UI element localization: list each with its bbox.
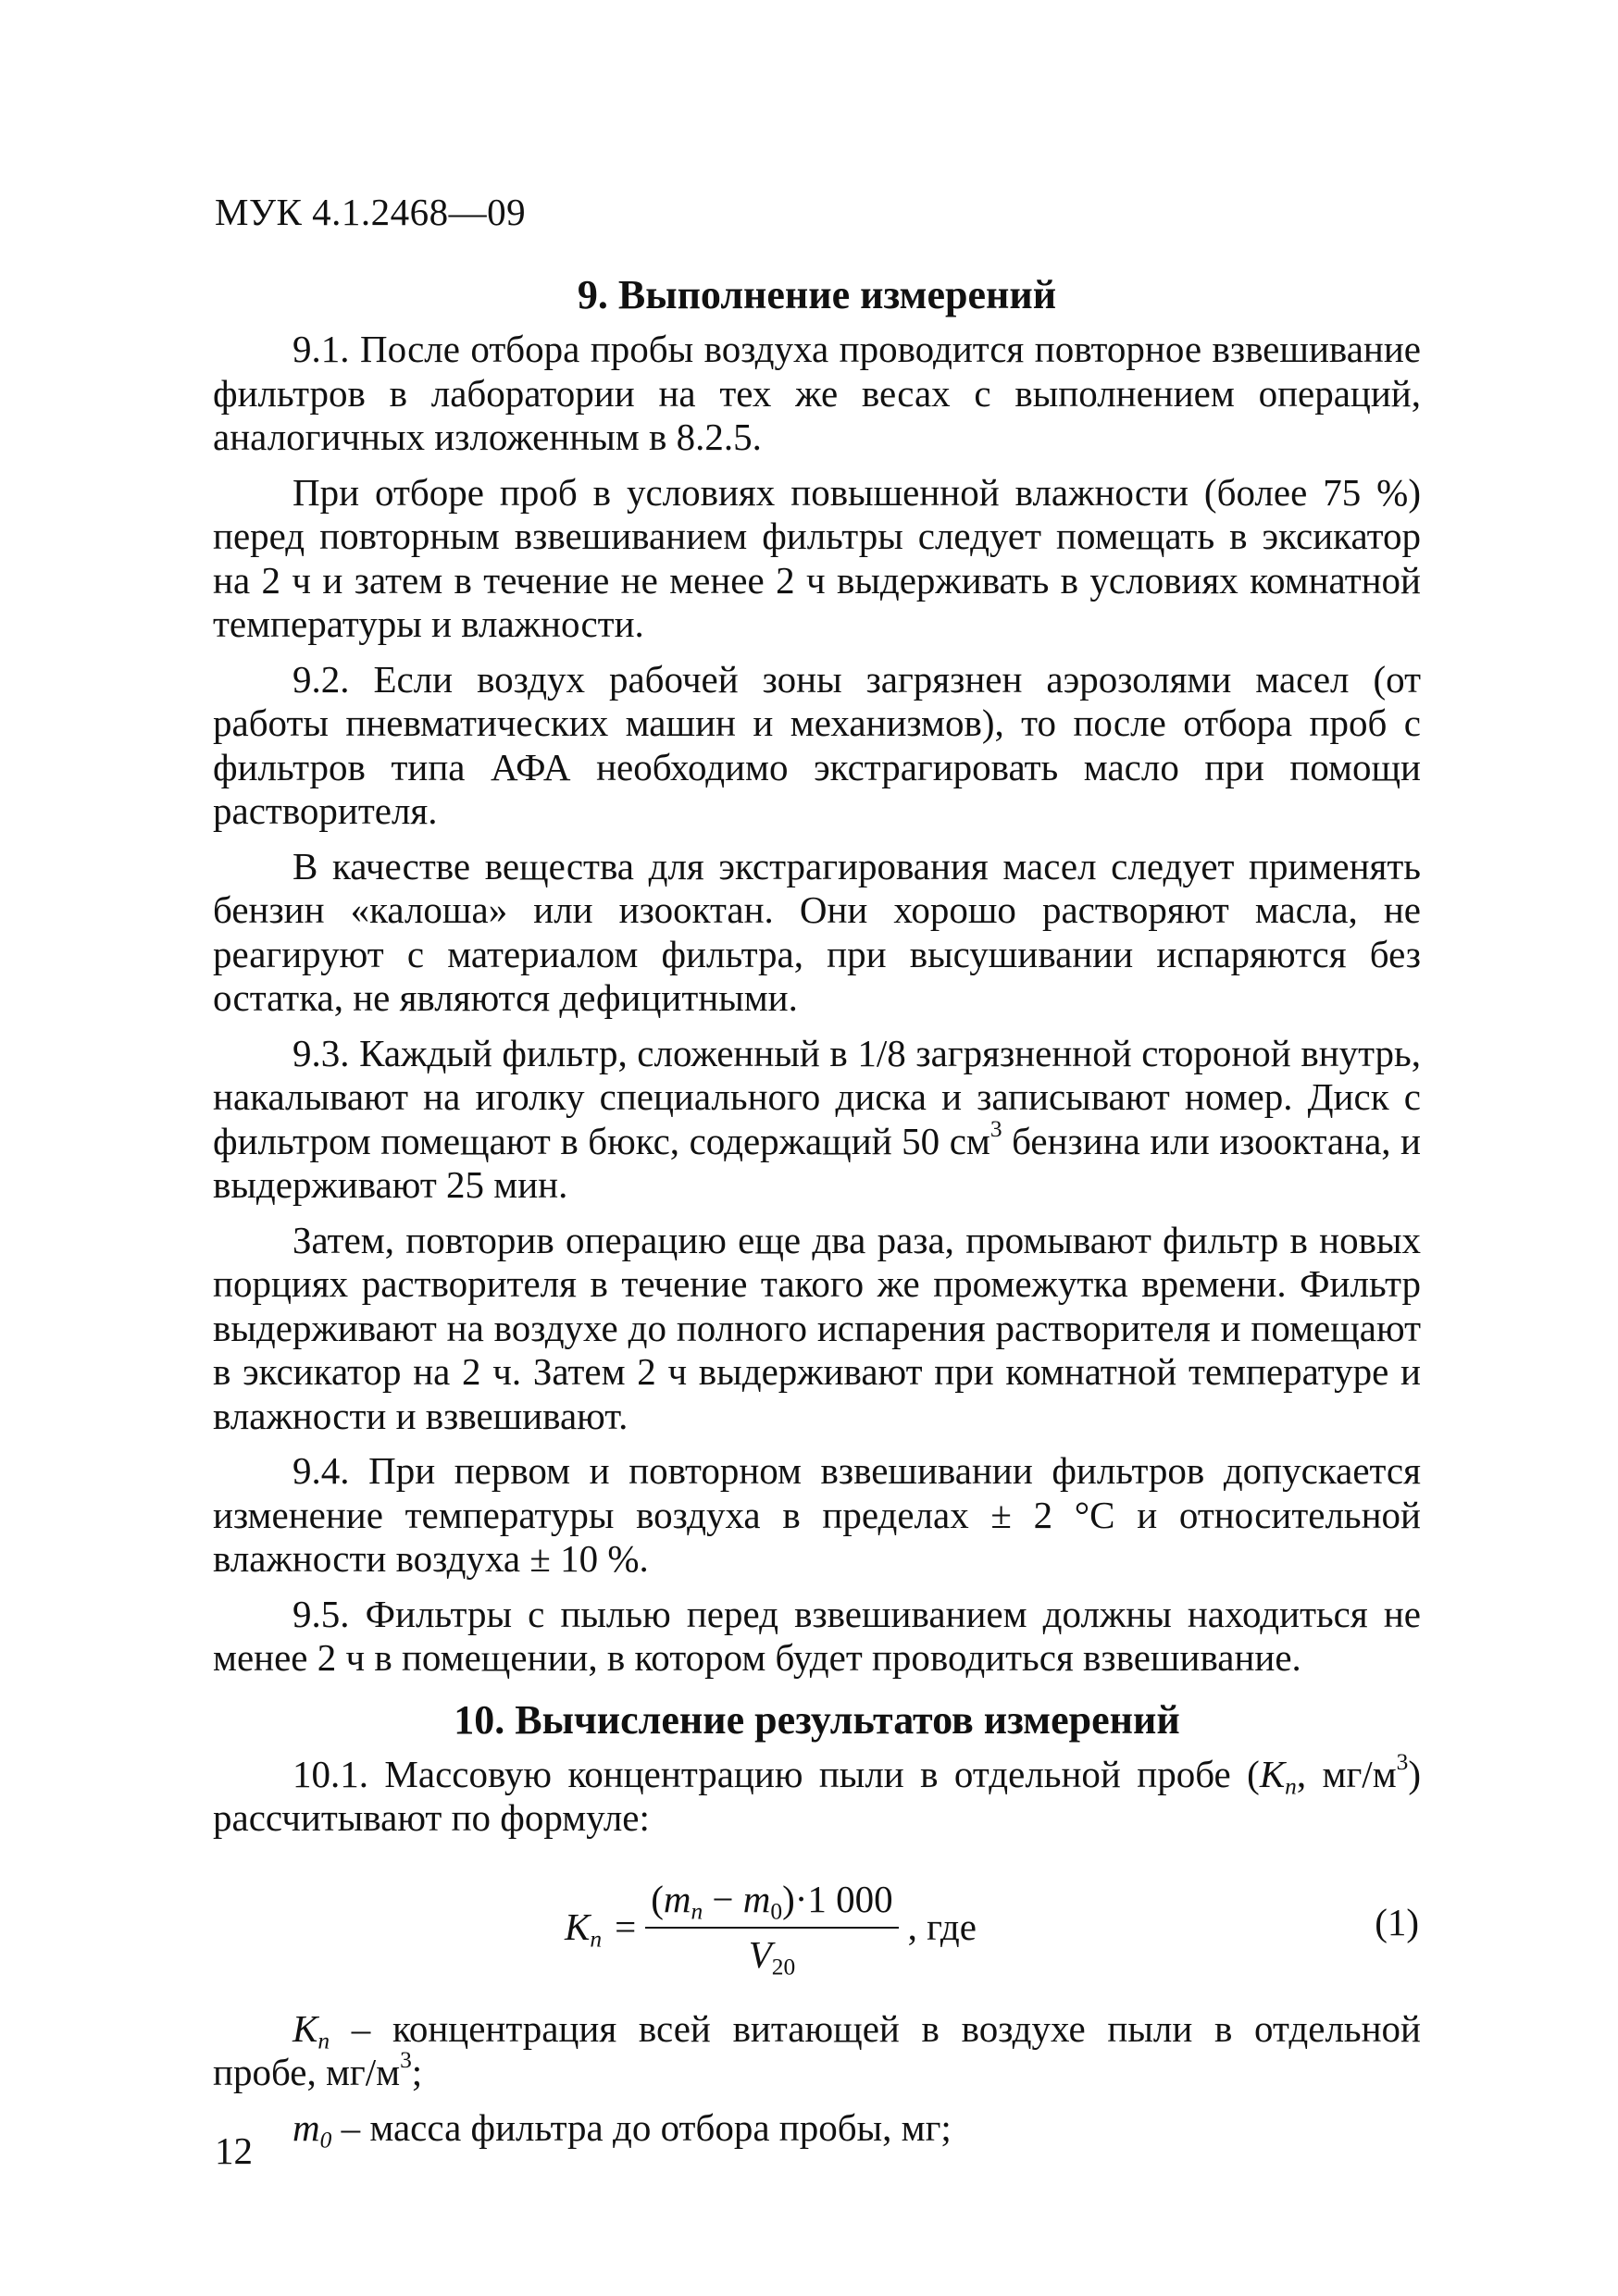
- paragraph-9-4: 9.4. При первом и повторном взвешивании фильтров допускается изменение температуры воздуха в пределах ± 2 °С и относительной влажности воздуха ± 10 %.: [213, 1449, 1421, 1580]
- page-number: 12: [215, 2129, 253, 2172]
- paragraph-10-1-part2: ) рассчитывают по формуле:: [213, 1752, 1421, 1839]
- paragraph-humidity: При отборе проб в условиях повышенной влажности (более 75 %) перед повторным взвешиванием фильтры следует помещать в эксикатор на 2 ч и затем в течение не менее 2 ч выдерживать в условиях комнатной температуры и влажности.: [213, 470, 1421, 645]
- definition-kn-text: – концентрация всей витающей в воздухе пыли в отдельной пробе, мг/м: [213, 2006, 1421, 2093]
- paragraph-9-2: 9.2. Если воздух рабочей зоны загрязнен аэрозолями масел (от работы пневматических машин и механизмов), то после отбора проб с фильтров типа АФА необходимо экстрагировать масло при помощи растворителя.: [213, 657, 1421, 832]
- definition-m0-subscript: 0: [319, 2127, 332, 2153]
- paragraph-9-3-part1: 9.3. Каждый фильтр, сложенный в 1/8 загрязненной стороной внутрь, накалывают на иголку специального диска и записывают номер. Диск с фильтром помещают в бюкс, содержащий 50 см: [213, 1031, 1421, 1162]
- formula-expression: [565, 1857, 977, 1996]
- m3-superscript: 3: [1396, 1748, 1409, 1775]
- definition-m0-symbol: m: [292, 2105, 320, 2149]
- formula-1: [213, 1857, 1421, 1996]
- cm3-superscript: 3: [989, 1115, 1002, 1142]
- paragraph-10-1: [213, 1748, 1421, 1841]
- formula-equals: =: [615, 1905, 637, 1948]
- paragraph-9-1: 9.1. После отбора пробы воздуха проводится повторное взвешивание фильтров в лаборатории на тех же весах с выполнением операций, аналогичных изложенным в 8.2.5.: [213, 328, 1421, 458]
- paragraph-9-5: 9.5. Фильтры с пылью перед взвешиванием должны находиться не менее 2 ч в помещении, в котором будет проводиться взвешивание.: [213, 1592, 1421, 1679]
- definition-m0-text: – масса фильтра до отбора пробы, мг;: [331, 2105, 952, 2149]
- formula-lhs: $K_n$: [565, 1905, 603, 1953]
- formula-numerator: $(m_n - m_0)\cdot 1$ 000: [645, 1877, 898, 1929]
- paragraph-rinse: Затем, повторив операцию еще два раза, промывают фильтр в новых порциях растворителя в течение такого же промежутка времени. Фильтр выдерживают на воздухе до полного испарения растворителя и помещают в эксикатор на 2 ч. Затем 2 ч выдерживают при комнатной температуре и влажности и взвешивают.: [213, 1218, 1421, 1437]
- paragraph-9-3-part2: бензина или изооктана, и выдерживают 25 мин.: [213, 1119, 1421, 1206]
- kn-subscript: n: [1285, 1773, 1297, 1800]
- definition-kn: [213, 2007, 1421, 2095]
- document-code: МУК 4.1.2468—09: [215, 191, 527, 233]
- formula-denominator: $V_{20}$: [748, 1932, 796, 1980]
- definition-m0: [213, 2106, 1421, 2151]
- formula-fraction: [645, 1877, 898, 1980]
- definition-kn-subscript: n: [317, 2028, 330, 2054]
- definition-kn-end: ;: [411, 2051, 423, 2093]
- paragraph-solvent: В качестве вещества для экстрагирования масел следует применять бензин «калоша» или изооктан. Они хорошо растворяют масла, не реагируют с материалом фильтра, при высушивании испаряются без остатка, не являются дефицитными.: [213, 844, 1421, 1019]
- paragraph-10-1-unit: , мг/м: [1296, 1752, 1397, 1795]
- kn-symbol: K: [1259, 1752, 1286, 1795]
- definition-kn-superscript: 3: [400, 2046, 412, 2073]
- paragraph-9-3: [213, 1032, 1421, 1208]
- paragraph-10-1-part1: 10.1. Массовую концентрацию пыли в отдельной пробе (: [292, 1752, 1260, 1795]
- formula-where: , где: [907, 1905, 977, 1948]
- section-10-heading: 10. Вычисление результатов измерений: [454, 1696, 1180, 1743]
- definition-kn-symbol: K: [292, 2006, 318, 2050]
- equation-number: (1): [1375, 1900, 1419, 1943]
- section-9-heading: 9. Выполнение измерений: [577, 272, 1057, 317]
